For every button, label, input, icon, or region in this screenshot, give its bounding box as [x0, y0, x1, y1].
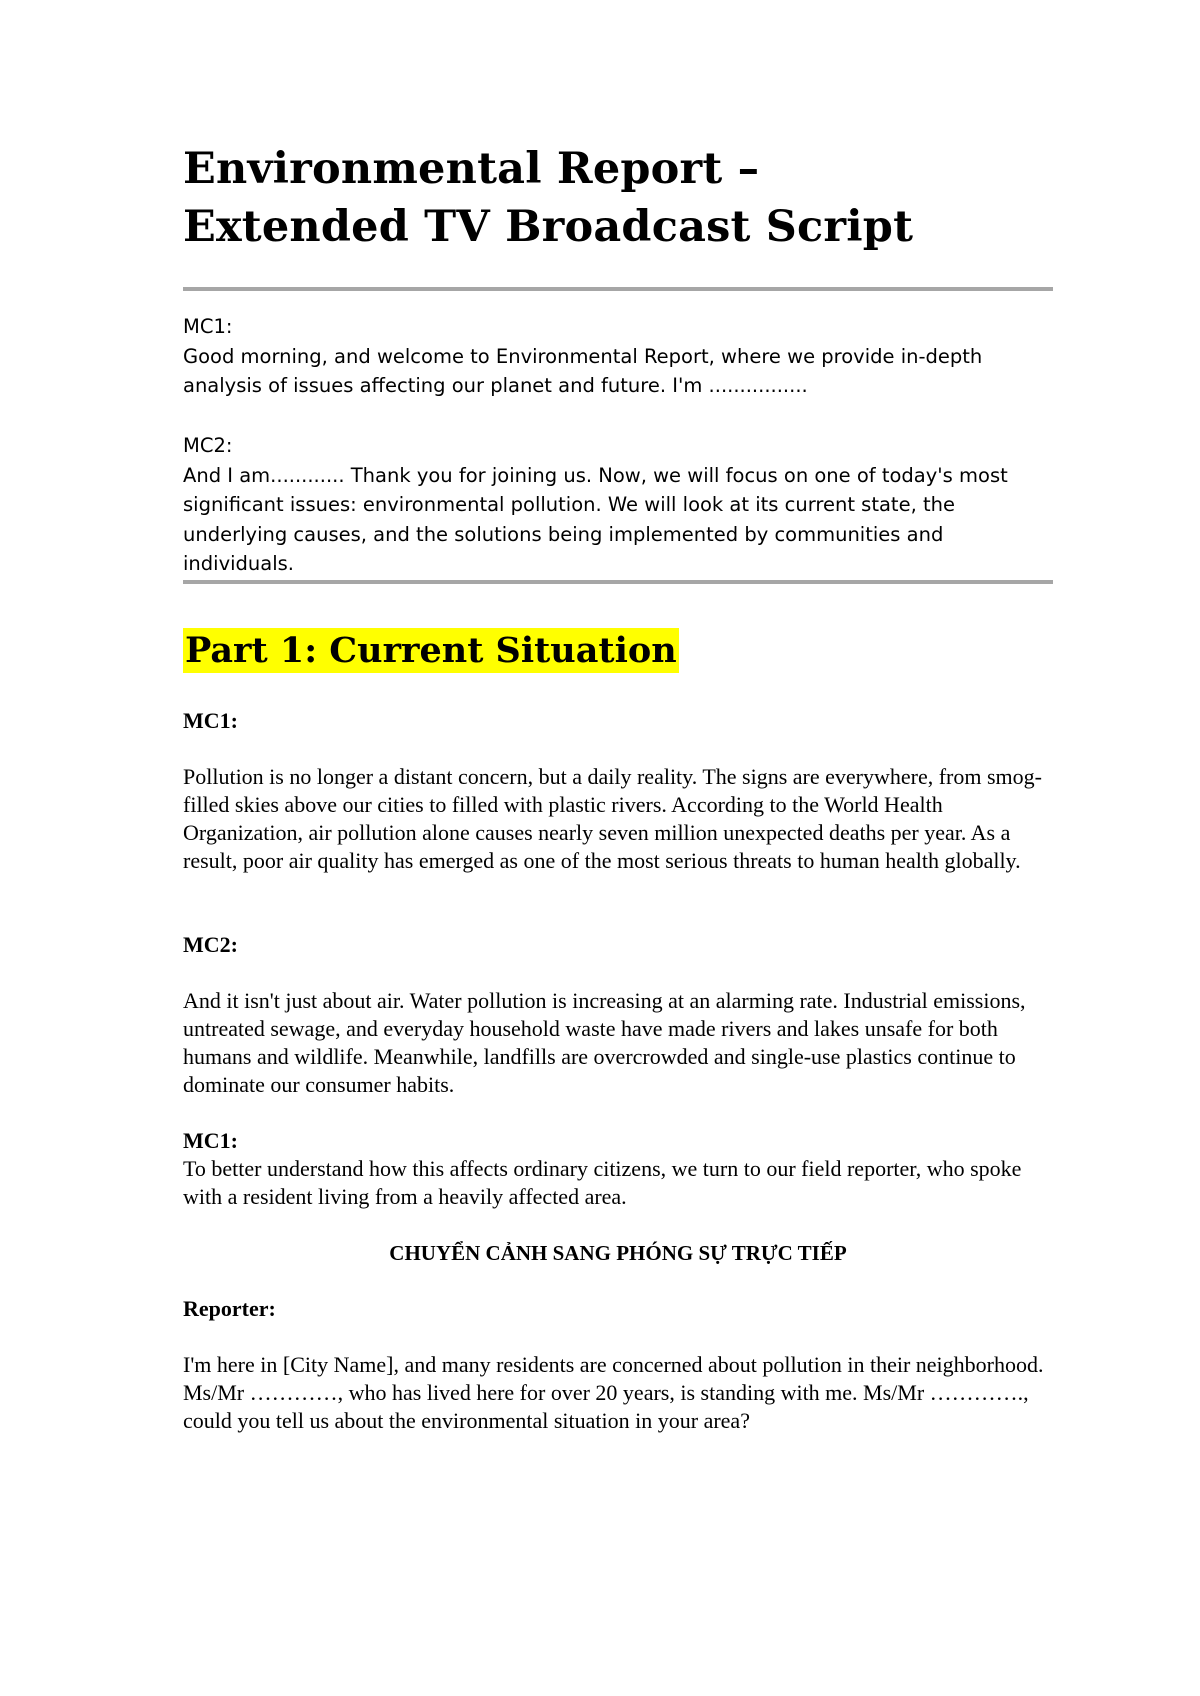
divider-top — [183, 287, 1053, 291]
section-heading-highlight: Part 1: Current Situation — [185, 630, 677, 671]
reporter-label-block — [183, 1295, 1053, 1323]
divider-bottom — [183, 580, 1053, 584]
section-heading-part1 — [183, 628, 679, 674]
reporter-text-block — [183, 1351, 1053, 1435]
reporter-text: I'm here in [City Name], and many residents are concerned about pollution in their neighborhood. Ms/Mr …………, who has lived here for over 20 years, is standing with me. Ms/Mr …………., could you tell us about the environmental situation in your area? — [183, 1352, 1044, 1433]
part1-mc1-label-block — [183, 707, 1053, 735]
reporter-label: Reporter: — [183, 1296, 276, 1321]
intro-mc2-text: And I am............ Thank you for joining us. Now, we will focus on one of today's most significant issues: environmental pollution. We will look at its current state, the underlying causes, and the solutions being implemented by communities and individuals. — [183, 463, 1008, 575]
intro-mc1 — [183, 312, 1053, 401]
part1-mc1b-block — [183, 1127, 1053, 1211]
scene-transition: CHUYỂN CẢNH SANG PHÓNG SỰ TRỰC TIẾP — [389, 1241, 847, 1265]
intro-mc2 — [183, 431, 1053, 579]
part1-mc1-text-block — [183, 763, 1053, 875]
intro-mc2-label: MC2: — [183, 434, 233, 457]
part1-mc2-label: MC2: — [183, 932, 238, 957]
part1-mc1-label: MC1: — [183, 708, 238, 733]
document-title — [183, 140, 913, 256]
part1-mc2-text: And it isn't just about air. Water pollution is increasing at an alarming rate. Industrial emissions, untreated sewage, and everyday household waste have made rivers and lakes unsafe for both humans and wildlife. Meanwhile, landfills are overcrowded and single-use plastics continue to dominate our consumer habits. — [183, 988, 1026, 1097]
intro-mc1-text: Good morning, and welcome to Environmental Report, where we provide in-depth analysis of issues affecting our planet and future. I'm ................ — [183, 344, 983, 397]
part1-mc1b-text: To better understand how this affects ordinary citizens, we turn to our field reporter, who spoke with a resident living from a heavily affected area. — [183, 1156, 1022, 1209]
title-line-2: Extended TV Broadcast Script — [183, 202, 914, 252]
part1-mc1b-label: MC1: — [183, 1128, 238, 1153]
intro-mc1-label: MC1: — [183, 315, 233, 338]
part1-mc2-text-block — [183, 987, 1053, 1099]
title-line-1: Environmental Report – — [183, 144, 760, 194]
part1-mc2-label-block — [183, 931, 1053, 959]
part1-mc1-text: Pollution is no longer a distant concern, but a daily reality. The signs are everywhere, from smog-filled skies above our cities to filled with plastic rivers. According to the World Health Organization, air pollution alone causes nearly seven million unexpected deaths per year. As a result, poor air quality has emerged as one of the most serious threats to human health globally. — [183, 764, 1042, 873]
